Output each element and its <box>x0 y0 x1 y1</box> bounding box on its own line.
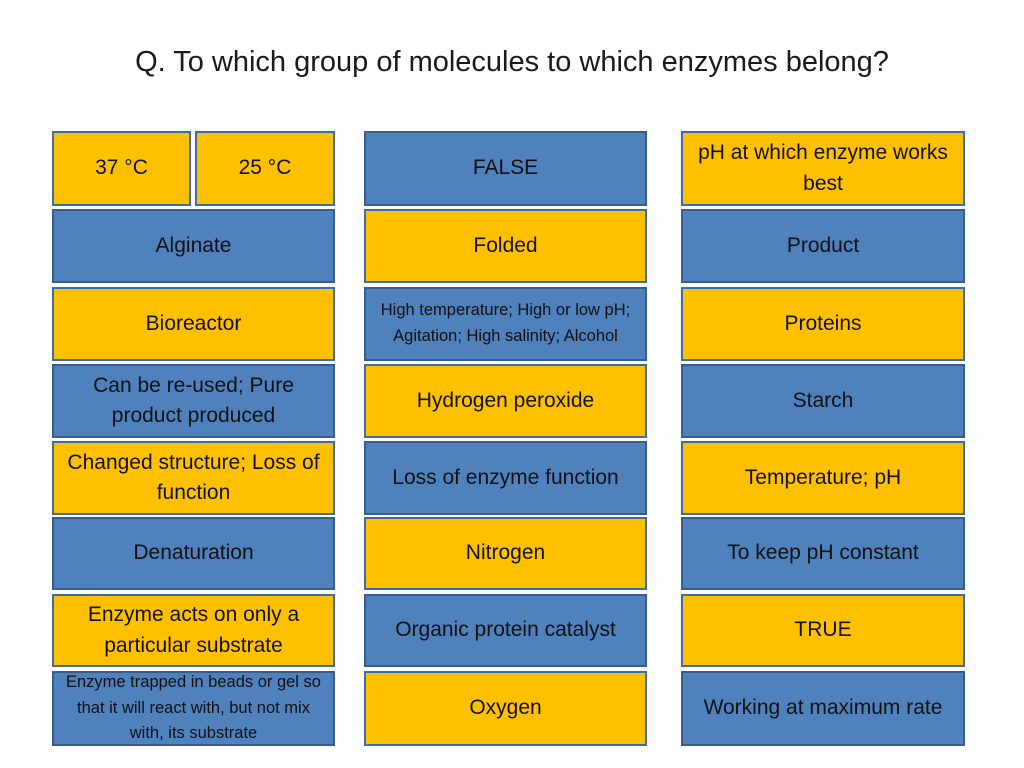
answer-tile-organic-catalyst[interactable] <box>364 594 647 667</box>
answer-tile-folded[interactable] <box>364 209 647 283</box>
answer-tile-label: Changed structure; Loss of function <box>67 450 320 504</box>
answer-tile-label: To keep pH constant <box>727 541 919 565</box>
answer-tile-specificity[interactable] <box>52 594 335 667</box>
answer-tile-true[interactable] <box>681 594 965 667</box>
answer-tile-label: Nitrogen <box>465 541 546 565</box>
answer-tile-37-celsius[interactable] <box>52 131 191 206</box>
answer-tile-label: Product <box>786 233 860 257</box>
answer-tile-false[interactable] <box>364 131 647 206</box>
answer-tile-proteins[interactable] <box>681 287 965 361</box>
answer-tile-bioreactor[interactable] <box>52 287 335 361</box>
answer-tile-label: Loss of enzyme function <box>392 465 619 489</box>
question-title: Q. To which group of molecules to which enzymes belong? <box>135 46 889 78</box>
answer-tile-product[interactable] <box>681 209 965 283</box>
answer-tile-alginate[interactable] <box>52 209 335 283</box>
answer-tile-label: Proteins <box>784 311 862 335</box>
answer-tile-label: Bioreactor <box>145 311 242 335</box>
answer-tile-label: Working at maximum rate <box>703 696 943 720</box>
answer-tile-label: Denaturation <box>133 541 254 565</box>
answer-tile-label: TRUE <box>794 618 852 642</box>
answer-tile-label: Folded <box>473 233 538 257</box>
answer-tile-25-celsius[interactable] <box>195 131 335 206</box>
answer-tile-label: Temperature; pH <box>744 465 902 489</box>
answer-tile-label: pH at which enzyme works best <box>698 141 948 195</box>
answer-tile-changed-structure[interactable] <box>52 441 335 515</box>
answer-tile-label: FALSE <box>472 156 539 180</box>
answer-tile-optimum-ph[interactable] <box>681 131 965 206</box>
answer-tile-maximum-rate[interactable] <box>681 671 965 746</box>
answer-tile-immobilised-enzyme[interactable] <box>52 671 335 746</box>
answer-tile-label: Starch <box>792 388 854 412</box>
answer-tile-label: Alginate <box>155 233 232 257</box>
answer-tile-label: Oxygen <box>469 696 542 720</box>
answer-tile-denaturation[interactable] <box>52 517 335 590</box>
answer-tile-label: Can be re-used; Pure product produced <box>93 373 294 427</box>
answer-tile-loss-of-function[interactable] <box>364 441 647 515</box>
answer-tile-label: 25 °C <box>238 156 292 180</box>
answer-tile-label: Hydrogen peroxide <box>416 388 595 412</box>
answer-tile-reusable-pure-product[interactable] <box>52 364 335 438</box>
answer-tile-keep-ph-constant[interactable] <box>681 517 965 590</box>
answer-tile-oxygen[interactable] <box>364 671 647 746</box>
answer-tile-label: Enzyme trapped in beads or gel so that it will react with, but not mix with, its substrate <box>66 673 321 743</box>
answer-tile-label: High temperature; High or low pH; Agitation; High salinity; Alcohol <box>380 301 631 345</box>
answer-tile-label: Organic protein catalyst <box>395 618 616 642</box>
answer-tile-temperature-ph[interactable] <box>681 441 965 515</box>
answer-tile-starch[interactable] <box>681 364 965 438</box>
answer-tile-label: Enzyme acts on only a particular substrate <box>87 603 300 657</box>
answer-tile-label: 37 °C <box>95 156 148 180</box>
answer-tile-hydrogen-peroxide[interactable] <box>364 364 647 438</box>
answer-tile-nitrogen[interactable] <box>364 517 647 590</box>
answer-tile-denaturing-conditions[interactable] <box>364 287 647 361</box>
